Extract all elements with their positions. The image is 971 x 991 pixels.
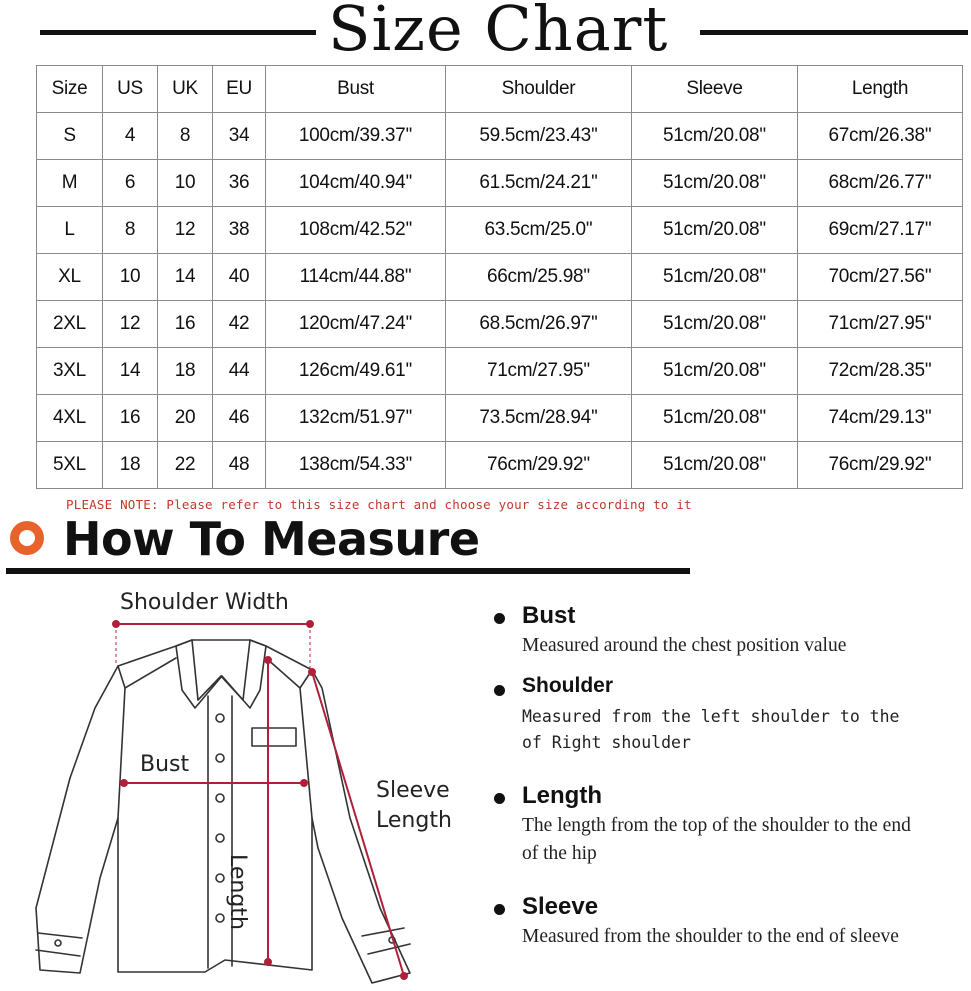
table-cell: S [37,113,103,160]
circle-bullet-icon [10,521,44,555]
table-cell: 114cm/44.88'' [266,254,446,301]
table-cell: 51cm/20.08'' [632,113,798,160]
table-cell: 18 [158,348,213,395]
measure-item-length [494,782,954,872]
bullet-icon [494,685,505,696]
table-row [37,301,963,348]
title-rule-right [700,30,968,35]
bullet-icon [494,613,505,624]
table-cell: XL [37,254,103,301]
table-cell: 16 [158,301,213,348]
table-cell: 42 [213,301,266,348]
table-cell: 126cm/49.61'' [266,348,446,395]
table-row [37,113,963,160]
how-to-measure-title: How To Measure [63,512,480,566]
measure-description: The length from the top of the shoulder to the end of the hip [522,815,911,864]
table-row [37,254,963,301]
table-cell: 74cm/29.13'' [798,395,963,442]
table-cell: 5XL [37,442,103,489]
column-header-bust: Bust [266,66,446,113]
table-cell: 71cm/27.95'' [798,301,963,348]
table-cell: 51cm/20.08'' [632,207,798,254]
column-header-shoulder: Shoulder [446,66,632,113]
table-cell: 73.5cm/28.94'' [446,395,632,442]
table-cell: 68cm/26.77'' [798,160,963,207]
bust-label: Bust [140,752,190,777]
column-header-uk: UK [158,66,213,113]
table-row [37,348,963,395]
table-row [37,160,963,207]
table-cell: 51cm/20.08'' [632,442,798,489]
sleeve-label: Sleeve [376,778,450,803]
table-cell: 3XL [37,348,103,395]
measure-description: Measured from the shoulder to the end of sleeve [522,926,899,947]
bullet-icon [494,904,505,915]
table-cell: 2XL [37,301,103,348]
size-note: PLEASE NOTE: Please refer to this size chart and choose your size according to it [66,497,692,512]
table-cell: 22 [158,442,213,489]
table-cell: 6 [103,160,158,207]
length-label: Length [225,854,250,930]
column-header-us: US [103,66,158,113]
table-cell: 46 [213,395,266,442]
bullet-icon [494,793,505,804]
table-cell: 104cm/40.94'' [266,160,446,207]
table-cell: 51cm/20.08'' [632,301,798,348]
measure-item-bust [494,602,954,662]
sleeve-length-label: Length [376,808,452,833]
measure-item-sleeve [494,893,954,983]
table-cell: 67cm/26.38'' [798,113,963,160]
measure-description: Measured around the chest position value [522,635,847,656]
table-cell: 51cm/20.08'' [632,395,798,442]
table-cell: 51cm/20.08'' [632,348,798,395]
title-rule-left [40,30,316,35]
table-cell: 12 [103,301,158,348]
table-cell: 48 [213,442,266,489]
column-header-eu: EU [213,66,266,113]
table-cell: 34 [213,113,266,160]
table-cell: 10 [158,160,213,207]
table-cell: 69cm/27.17'' [798,207,963,254]
table-row [37,395,963,442]
table-cell: 100cm/39.37'' [266,113,446,160]
table-cell: 68.5cm/26.97'' [446,301,632,348]
table-cell: 20 [158,395,213,442]
table-cell: 71cm/27.95'' [446,348,632,395]
page-title: Size Chart [328,0,669,65]
measure-name: Bust [522,602,576,629]
how-to-measure-rule [6,568,690,574]
table-row [37,442,963,489]
table-cell: 72cm/28.35'' [798,348,963,395]
table-cell: 66cm/25.98'' [446,254,632,301]
size-table [36,65,963,489]
table-cell: 70cm/27.56'' [798,254,963,301]
size-chart-header [0,0,971,65]
table-cell: 63.5cm/25.0'' [446,207,632,254]
column-header-length: Length [798,66,963,113]
table-cell: 10 [103,254,158,301]
table-cell: 14 [103,348,158,395]
table-cell: 120cm/47.24'' [266,301,446,348]
column-header-sleeve: Sleeve [632,66,798,113]
table-cell: 4XL [37,395,103,442]
table-cell: 44 [213,348,266,395]
table-cell: 59.5cm/23.43'' [446,113,632,160]
measure-description: Measured from the left shoulder to the of Right shoulder [522,707,900,752]
table-cell: 138cm/54.33'' [266,442,446,489]
table-cell: 18 [103,442,158,489]
shoulder-width-label: Shoulder Width [120,590,289,615]
measure-item-shoulder [494,674,954,754]
measure-name: Sleeve [522,893,599,920]
table-cell: 16 [103,395,158,442]
table-cell: 51cm/20.08'' [632,160,798,207]
table-cell: 8 [158,113,213,160]
table-cell: L [37,207,103,254]
table-cell: M [37,160,103,207]
table-cell: 4 [103,113,158,160]
table-cell: 51cm/20.08'' [632,254,798,301]
table-cell: 14 [158,254,213,301]
shirt-measure-diagram [0,578,470,991]
table-cell: 108cm/42.52'' [266,207,446,254]
table-row [37,207,963,254]
table-cell: 76cm/29.92'' [446,442,632,489]
table-cell: 38 [213,207,266,254]
table-cell: 8 [103,207,158,254]
table-cell: 76cm/29.92'' [798,442,963,489]
column-header-size: Size [37,66,103,113]
table-cell: 40 [213,254,266,301]
measure-name: Shoulder [522,674,614,697]
table-cell: 61.5cm/24.21'' [446,160,632,207]
table-cell: 12 [158,207,213,254]
measure-name: Length [522,782,602,809]
table-cell: 132cm/51.97'' [266,395,446,442]
table-cell: 36 [213,160,266,207]
table-header-row [37,66,963,113]
